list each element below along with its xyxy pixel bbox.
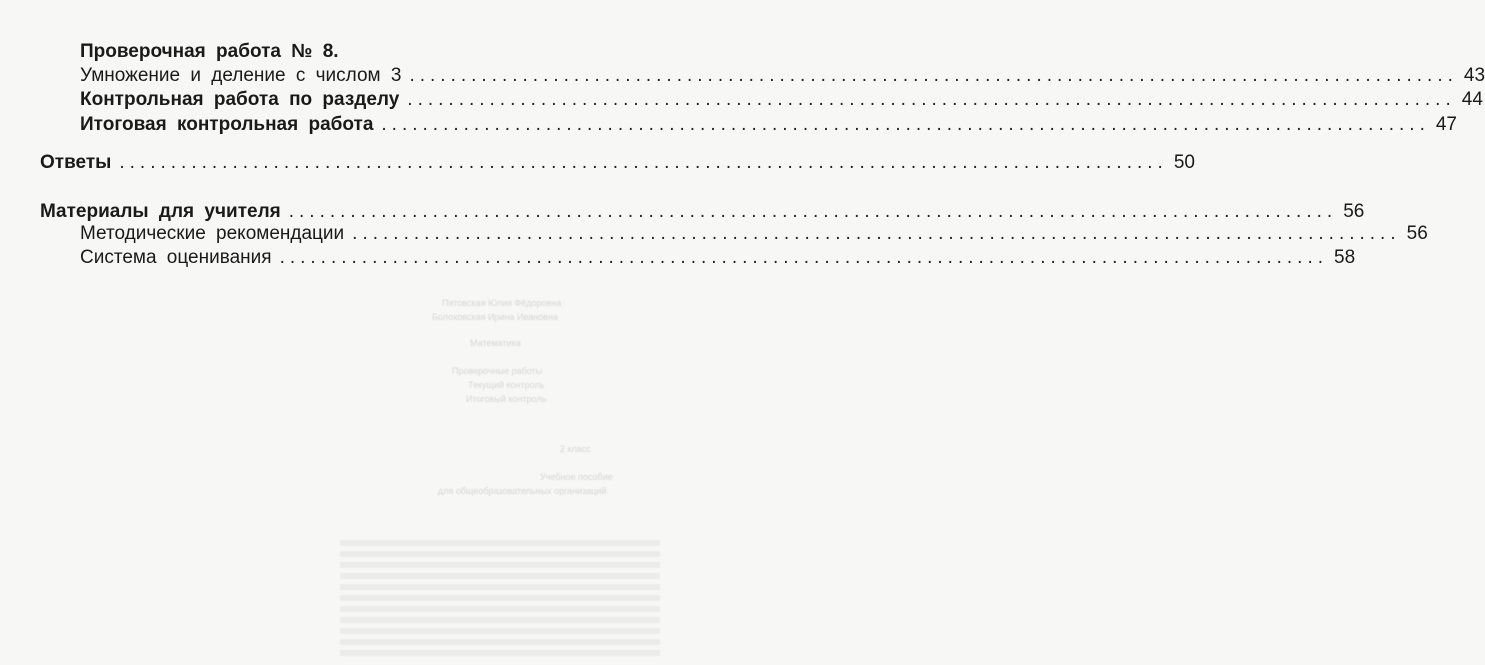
toc-entry-page: 58 [1334,247,1356,268]
ghost-subject: Математика [470,338,521,348]
toc-entry-title: Методические рекомендации [80,223,345,244]
ghost-author-2: Болоховская Ирина Ивановна [432,312,558,322]
toc-entry[interactable] [80,113,1457,137]
ghost-line-9: для общеобразовательных организаций [438,486,607,496]
toc-entry-title: Система оценивания [80,247,272,268]
toc-entry[interactable] [40,200,1365,224]
dot-leader: ...................................................................................................... [381,114,1430,135]
dot-leader: ...................................................................................................... [279,247,1329,268]
toc-entry[interactable] [80,64,1485,88]
toc-entry-page: 44 [1461,89,1483,110]
toc-entry-page: 43 [1463,65,1485,86]
dot-leader: ...................................................................................................... [288,201,1338,222]
toc-entry-page: 47 [1435,114,1457,135]
toc-entry-title: Умножение и деление с числом 3 [80,65,402,86]
toc-entry[interactable] [40,151,1195,175]
toc-entry-page: 56 [1343,201,1365,222]
ghost-line-4: Проверочные работы [452,366,543,376]
toc-entry-title: Итоговая контрольная работа [80,114,374,135]
ghost-line-5: Текущий контроль [468,380,545,390]
ghost-grade: 2 класс [560,444,591,454]
toc-entry[interactable] [80,246,1356,270]
dot-leader: ...................................................................................................... [119,152,1168,173]
ghost-line-6: Итоговый контроль [466,394,547,404]
ghost-imprint-block [340,540,660,658]
toc-entry-title: Ответы [40,152,112,173]
toc-entry[interactable] [80,88,1483,112]
dot-leader: ...................................................................................................... [409,65,1458,86]
section-heading: Проверочная работа № 8. [80,41,339,62]
toc-entry-title: Материалы для учителя [40,201,281,222]
ghost-line-8: Учебное пособие [540,472,613,482]
dot-leader: ...................................................................................................... [352,223,1401,244]
toc-entry-title: Контрольная работа по разделу [80,89,400,110]
dot-leader: ...................................................................................................... [407,89,1456,110]
toc-entry[interactable] [80,222,1428,246]
ghost-author-1: Пятовская Юлия Фёдоровна [442,298,562,308]
toc-entry-page: 50 [1173,152,1195,173]
toc-entry-page: 56 [1406,223,1428,244]
